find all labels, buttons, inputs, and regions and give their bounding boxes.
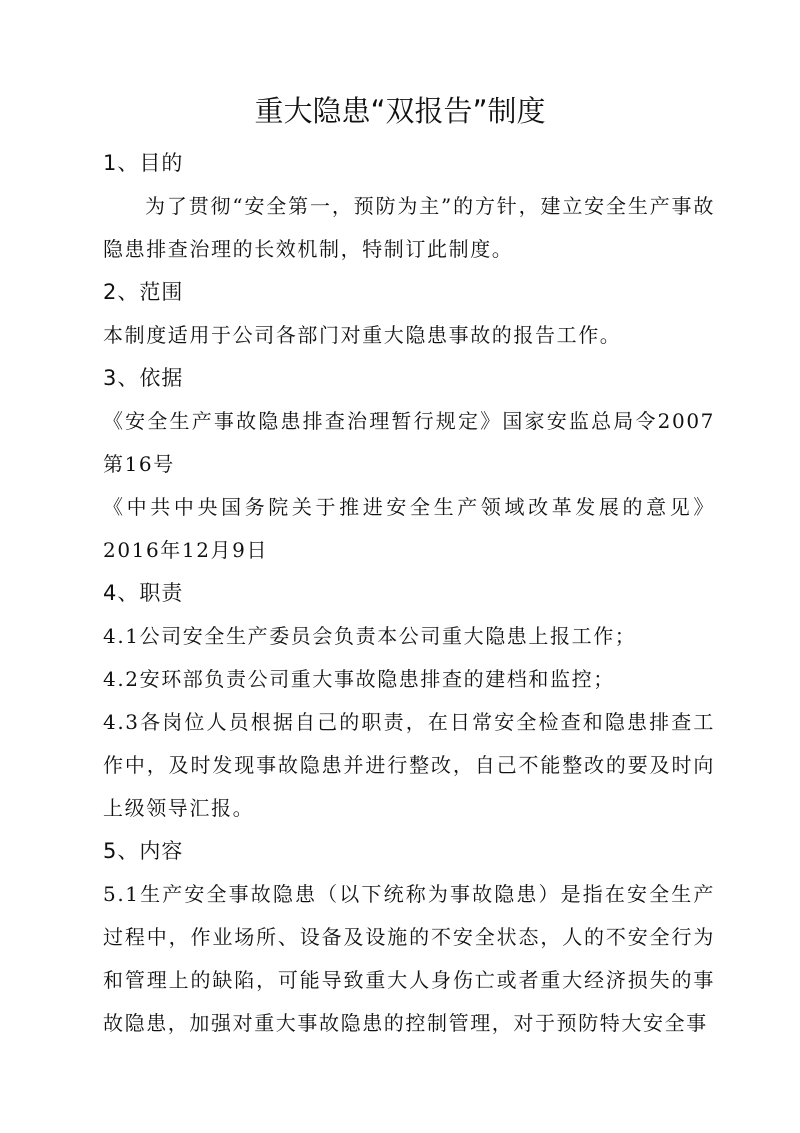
content-item-5-1: 5.1生产安全事故隐患（以下统称为事故隐患）是指在安全生产过程中，作业场所、设备及设施的不安全状态，人的不安全行为和管理上的缺陷，可能导致重大人身伤亡或者重大经济损失的事故隐患，加强对重大事故隐患的控制管理，对于预防特大安全事 — [103, 882, 715, 1035]
section-heading-responsibilities: 4、职责 — [103, 581, 184, 605]
section-heading-scope: 2、范围 — [103, 280, 184, 304]
basis-reference-2: 《中共中央国务院关于推进安全生产领域改革发展的意见》2016年12月9日 — [103, 495, 715, 562]
section-heading-content: 5、内容 — [103, 839, 184, 863]
scope-paragraph: 本制度适用于公司各部门对重大隐患事故的报告工作。 — [103, 323, 622, 347]
section-heading-purpose: 1、目的 — [103, 151, 184, 175]
responsibility-item-4-2: 4.2安环部负责公司重大事故隐患排查的建档和监控； — [103, 667, 615, 691]
responsibility-item-4-3: 4.3各岗位人员根据自己的职责，在日常安全检查和隐患排查工作中，及时发现事故隐患并进行整改，自己不能整改的要及时向上级领导汇报。 — [103, 710, 715, 820]
document-body — [103, 142, 715, 1045]
responsibility-item-4-1: 4.1公司安全生产委员会负责本公司重大隐患上报工作； — [103, 624, 637, 648]
purpose-paragraph: 为了贯彻“安全第一，预防为主”的方针，建立安全生产事故隐患排查治理的长效机制，特制订此制度。 — [103, 194, 715, 261]
basis-reference-1: 《安全生产事故隐患排查治理暂行规定》国家安监总局令2007第16号 — [103, 409, 715, 476]
document-title: 重大隐患“双报告”制度 — [254, 94, 546, 128]
section-heading-basis: 3、依据 — [103, 366, 184, 390]
